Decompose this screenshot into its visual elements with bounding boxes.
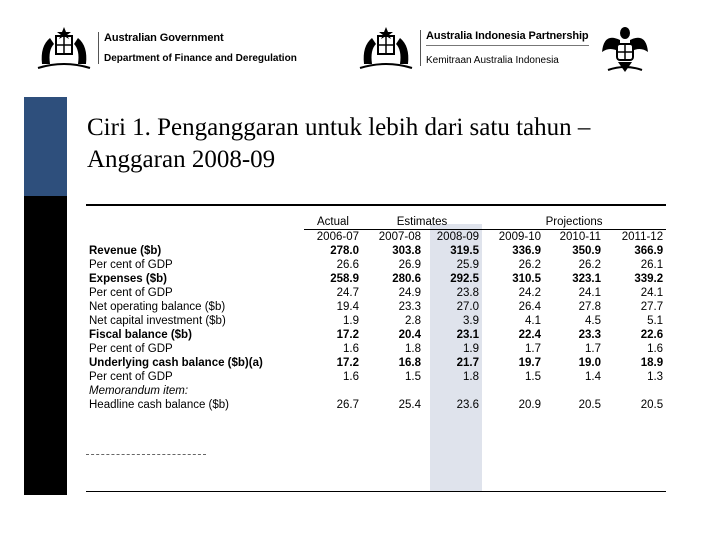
row-value: 336.9 — [512, 245, 541, 257]
row-value: 1.6 — [343, 371, 359, 383]
row-value: 26.6 — [336, 259, 359, 271]
column-header: 2011-12 — [604, 230, 666, 245]
row-value: 26.2 — [518, 259, 541, 271]
row-value: 24.7 — [336, 287, 359, 299]
row-value: 4.1 — [525, 315, 541, 327]
row-label: Revenue ($b) — [89, 245, 162, 257]
budget-table-container — [86, 202, 666, 492]
row-value: 258.9 — [330, 273, 359, 285]
row-value: 303.8 — [392, 245, 421, 257]
row-value: 3.9 — [463, 315, 479, 327]
row-value: 20.5 — [640, 399, 664, 411]
table-row — [86, 356, 666, 370]
row-label: Per cent of GDP — [89, 287, 173, 299]
partnership-logo-text — [420, 30, 589, 66]
row-value: 1.8 — [463, 371, 479, 383]
row-value: 26.4 — [518, 301, 541, 313]
row-value: 4.5 — [585, 315, 601, 327]
row-value: 26.2 — [578, 259, 601, 271]
row-value: 22.4 — [518, 329, 541, 341]
table-bottom-rule — [86, 491, 666, 492]
table-row — [86, 286, 666, 300]
group-header-actual: Actual — [317, 216, 349, 228]
column-header-row — [86, 230, 666, 245]
row-value: 20.9 — [518, 399, 541, 411]
column-header: 2009-10 — [482, 230, 544, 245]
table-row — [86, 342, 666, 356]
gov-logo-department: Department of Finance and Deregulation — [104, 53, 297, 64]
row-value: 24.1 — [578, 287, 601, 299]
row-value: 1.9 — [463, 343, 479, 355]
row-value: 23.1 — [456, 329, 479, 341]
slide-title-line-2: Anggaran 2008-09 — [87, 146, 276, 173]
column-header: 2006-07 — [304, 230, 362, 245]
memo-label-row — [86, 384, 666, 398]
row-label: Headline cash balance ($b) — [89, 399, 230, 411]
gov-logo-title: Australian Government — [104, 32, 224, 44]
row-value: 27.0 — [456, 301, 479, 313]
table-row — [86, 300, 666, 314]
row-value: 23.8 — [456, 287, 479, 299]
row-value: 26.7 — [336, 399, 359, 411]
row-value: 24.1 — [640, 287, 664, 299]
column-header: 2008-09 — [424, 230, 482, 245]
column-header: 2010-11 — [544, 230, 604, 245]
partnership-logo-subtitle: Kemitraan Australia Indonesia — [426, 55, 559, 66]
accent-bar-black — [24, 196, 67, 495]
row-value: 310.5 — [512, 273, 541, 285]
row-value: 22.6 — [640, 329, 664, 341]
row-value: 27.7 — [640, 301, 664, 313]
table-row — [86, 258, 666, 272]
group-header-estimates: Estimates — [396, 216, 448, 228]
table-row — [86, 398, 666, 412]
row-value: 26.9 — [398, 259, 421, 271]
row-value: 319.5 — [450, 245, 479, 257]
row-value: 25.9 — [456, 259, 479, 271]
budget-table — [86, 202, 666, 412]
row-value: 1.5 — [405, 371, 421, 383]
row-value: 19.4 — [336, 301, 359, 313]
row-value: 2.8 — [405, 315, 421, 327]
row-label: Per cent of GDP — [89, 259, 173, 271]
row-label: Underlying cash balance ($b)(a) — [89, 357, 263, 369]
row-value: 20.5 — [578, 399, 601, 411]
row-value: 292.5 — [450, 273, 479, 285]
coat-of-arms-icon — [34, 24, 94, 72]
table-row — [86, 370, 666, 384]
row-value: 16.8 — [398, 357, 421, 369]
row-value: 17.2 — [336, 357, 359, 369]
row-value: 323.1 — [572, 273, 601, 285]
row-value: 278.0 — [330, 245, 359, 257]
table-row — [86, 314, 666, 328]
row-label: Fiscal balance ($b) — [89, 329, 192, 341]
row-label: Net capital investment ($b) — [89, 315, 226, 327]
memo-separator — [86, 454, 206, 455]
row-value: 1.5 — [525, 371, 541, 383]
slide-title-line-1: Ciri 1. Penganggaran untuk lebih dari satu tahun – — [87, 114, 591, 141]
row-value: 1.7 — [525, 343, 541, 355]
garuda-emblem-icon — [600, 24, 650, 76]
logo-divider — [426, 45, 589, 46]
group-header-row — [86, 215, 666, 230]
row-value: 23.3 — [398, 301, 421, 313]
coat-of-arms-icon — [356, 24, 416, 72]
slide-title — [87, 112, 712, 176]
row-value: 26.1 — [640, 259, 664, 271]
gov-logo-text — [98, 32, 297, 64]
row-value: 27.8 — [578, 301, 601, 313]
row-label: Expenses ($b) — [89, 273, 167, 285]
row-value: 350.9 — [572, 245, 601, 257]
row-value: 20.4 — [398, 329, 421, 341]
row-value: 23.3 — [578, 329, 601, 341]
row-value: 1.7 — [585, 343, 601, 355]
table-row — [86, 328, 666, 342]
memo-label: Memorandum item: — [89, 385, 189, 397]
table-row — [86, 244, 666, 258]
column-header: 2007-08 — [362, 230, 424, 245]
row-label: Per cent of GDP — [89, 371, 173, 383]
budget-table-body — [86, 244, 666, 412]
group-header-projections: Projections — [545, 216, 603, 228]
row-value: 1.6 — [343, 343, 359, 355]
row-value: 5.1 — [647, 315, 664, 327]
row-value: 1.6 — [647, 343, 664, 355]
accent-bar-blue — [24, 97, 67, 196]
row-value: 1.8 — [405, 343, 421, 355]
row-value: 24.9 — [398, 287, 421, 299]
row-label: Per cent of GDP — [89, 343, 173, 355]
row-value: 17.2 — [336, 329, 359, 341]
row-value: 19.7 — [518, 357, 541, 369]
partnership-logo — [356, 24, 589, 72]
row-value: 366.9 — [634, 245, 664, 257]
row-value: 1.3 — [647, 371, 664, 383]
row-value: 21.7 — [456, 357, 479, 369]
row-value: 280.6 — [392, 273, 421, 285]
row-value: 25.4 — [398, 399, 421, 411]
slide-header — [0, 0, 720, 90]
partnership-logo-title: Australia Indonesia Partnership — [426, 30, 589, 42]
row-label: Net operating balance ($b) — [89, 301, 226, 313]
row-value: 339.2 — [634, 273, 664, 285]
table-row — [86, 272, 666, 286]
row-value: 18.9 — [640, 357, 664, 369]
row-value: 24.2 — [518, 287, 541, 299]
row-value: 1.4 — [585, 371, 601, 383]
row-value: 19.0 — [578, 357, 601, 369]
row-value: 23.6 — [456, 399, 479, 411]
australian-government-logo — [34, 24, 297, 72]
row-value: 1.9 — [343, 315, 359, 327]
